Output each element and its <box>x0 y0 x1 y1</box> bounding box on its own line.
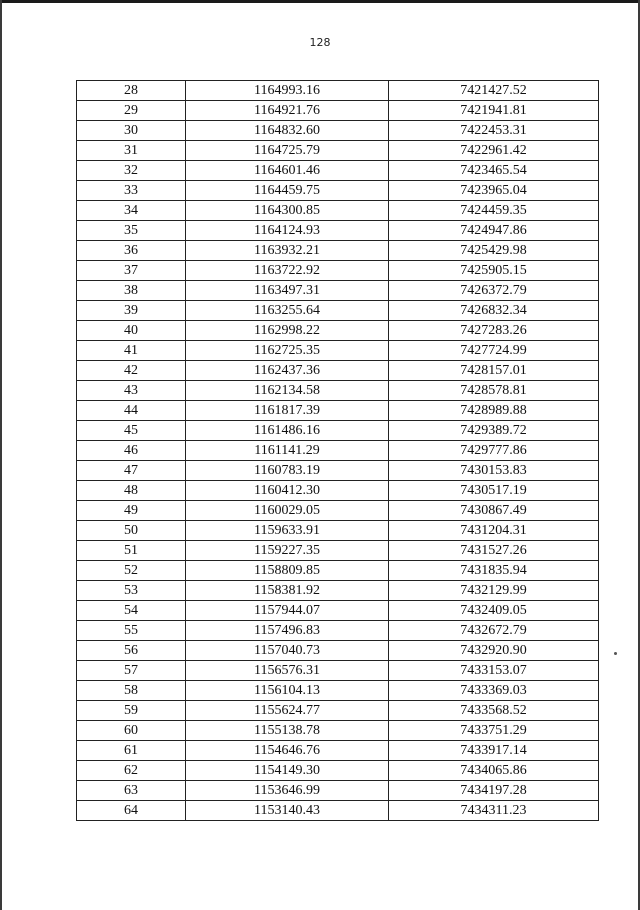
point-number-cell: 53 <box>77 581 186 601</box>
table-row <box>77 741 599 761</box>
y-coordinate-cell: 7423465.54 <box>389 161 599 181</box>
point-number-cell: 48 <box>77 481 186 501</box>
y-coordinate-cell: 7426832.34 <box>389 301 599 321</box>
table-row <box>77 541 599 561</box>
table-row <box>77 181 599 201</box>
table-row <box>77 281 599 301</box>
table-row <box>77 421 599 441</box>
point-number-cell: 57 <box>77 661 186 681</box>
scan-edge-top <box>0 0 640 3</box>
point-number-cell: 46 <box>77 441 186 461</box>
point-number-cell: 61 <box>77 741 186 761</box>
y-coordinate-cell: 7430153.83 <box>389 461 599 481</box>
y-coordinate-cell: 7428157.01 <box>389 361 599 381</box>
y-coordinate-cell: 7430867.49 <box>389 501 599 521</box>
point-number-cell: 51 <box>77 541 186 561</box>
x-coordinate-cell: 1164300.85 <box>186 201 389 221</box>
y-coordinate-cell: 7422961.42 <box>389 141 599 161</box>
table-row <box>77 141 599 161</box>
y-coordinate-cell: 7433751.29 <box>389 721 599 741</box>
y-coordinate-cell: 7429389.72 <box>389 421 599 441</box>
x-coordinate-cell: 1164832.60 <box>186 121 389 141</box>
y-coordinate-cell: 7431527.26 <box>389 541 599 561</box>
y-coordinate-cell: 7421427.52 <box>389 81 599 101</box>
x-coordinate-cell: 1155138.78 <box>186 721 389 741</box>
y-coordinate-cell: 7426372.79 <box>389 281 599 301</box>
table-row <box>77 301 599 321</box>
x-coordinate-cell: 1160412.30 <box>186 481 389 501</box>
y-coordinate-cell: 7434065.86 <box>389 761 599 781</box>
table-row <box>77 621 599 641</box>
point-number-cell: 33 <box>77 181 186 201</box>
table-row <box>77 101 599 121</box>
table-row <box>77 801 599 821</box>
y-coordinate-cell: 7425429.98 <box>389 241 599 261</box>
y-coordinate-cell: 7431204.31 <box>389 521 599 541</box>
x-coordinate-cell: 1154646.76 <box>186 741 389 761</box>
table-row <box>77 161 599 181</box>
y-coordinate-cell: 7434197.28 <box>389 781 599 801</box>
x-coordinate-cell: 1164993.16 <box>186 81 389 101</box>
table-row <box>77 641 599 661</box>
point-number-cell: 34 <box>77 201 186 221</box>
x-coordinate-cell: 1158809.85 <box>186 561 389 581</box>
point-number-cell: 30 <box>77 121 186 141</box>
point-number-cell: 42 <box>77 361 186 381</box>
point-number-cell: 58 <box>77 681 186 701</box>
y-coordinate-cell: 7428989.88 <box>389 401 599 421</box>
y-coordinate-cell: 7431835.94 <box>389 561 599 581</box>
y-coordinate-cell: 7424459.35 <box>389 201 599 221</box>
y-coordinate-cell: 7427283.26 <box>389 321 599 341</box>
table-row <box>77 681 599 701</box>
point-number-cell: 32 <box>77 161 186 181</box>
point-number-cell: 52 <box>77 561 186 581</box>
scan-edge-left <box>0 0 2 910</box>
table-row <box>77 701 599 721</box>
point-number-cell: 64 <box>77 801 186 821</box>
x-coordinate-cell: 1164921.76 <box>186 101 389 121</box>
x-coordinate-cell: 1163497.31 <box>186 281 389 301</box>
y-coordinate-cell: 7432672.79 <box>389 621 599 641</box>
y-coordinate-cell: 7428578.81 <box>389 381 599 401</box>
y-coordinate-cell: 7434311.23 <box>389 801 599 821</box>
point-number-cell: 44 <box>77 401 186 421</box>
y-coordinate-cell: 7421941.81 <box>389 101 599 121</box>
point-number-cell: 31 <box>77 141 186 161</box>
table-row <box>77 221 599 241</box>
x-coordinate-cell: 1160029.05 <box>186 501 389 521</box>
point-number-cell: 49 <box>77 501 186 521</box>
coordinate-table <box>76 80 599 821</box>
y-coordinate-cell: 7424947.86 <box>389 221 599 241</box>
point-number-cell: 29 <box>77 101 186 121</box>
y-coordinate-cell: 7427724.99 <box>389 341 599 361</box>
point-number-cell: 63 <box>77 781 186 801</box>
point-number-cell: 36 <box>77 241 186 261</box>
x-coordinate-cell: 1162437.36 <box>186 361 389 381</box>
table-row <box>77 601 599 621</box>
table-row <box>77 521 599 541</box>
table-row <box>77 241 599 261</box>
table-row <box>77 361 599 381</box>
x-coordinate-cell: 1156576.31 <box>186 661 389 681</box>
x-coordinate-cell: 1164459.75 <box>186 181 389 201</box>
y-coordinate-cell: 7425905.15 <box>389 261 599 281</box>
table-row <box>77 481 599 501</box>
point-number-cell: 60 <box>77 721 186 741</box>
x-coordinate-cell: 1157040.73 <box>186 641 389 661</box>
x-coordinate-cell: 1163722.92 <box>186 261 389 281</box>
table-row <box>77 461 599 481</box>
table-row <box>77 81 599 101</box>
y-coordinate-cell: 7433917.14 <box>389 741 599 761</box>
x-coordinate-cell: 1164725.79 <box>186 141 389 161</box>
x-coordinate-cell: 1161141.29 <box>186 441 389 461</box>
point-number-cell: 47 <box>77 461 186 481</box>
y-coordinate-cell: 7433568.52 <box>389 701 599 721</box>
x-coordinate-cell: 1159227.35 <box>186 541 389 561</box>
x-coordinate-cell: 1162998.22 <box>186 321 389 341</box>
table-row <box>77 761 599 781</box>
point-number-cell: 50 <box>77 521 186 541</box>
y-coordinate-cell: 7422453.31 <box>389 121 599 141</box>
x-coordinate-cell: 1161817.39 <box>186 401 389 421</box>
x-coordinate-cell: 1154149.30 <box>186 761 389 781</box>
table-row <box>77 401 599 421</box>
x-coordinate-cell: 1153646.99 <box>186 781 389 801</box>
y-coordinate-cell: 7432920.90 <box>389 641 599 661</box>
x-coordinate-cell: 1161486.16 <box>186 421 389 441</box>
table-row <box>77 581 599 601</box>
table-row <box>77 781 599 801</box>
x-coordinate-cell: 1164124.93 <box>186 221 389 241</box>
y-coordinate-cell: 7432409.05 <box>389 601 599 621</box>
x-coordinate-cell: 1163932.21 <box>186 241 389 261</box>
scan-speck <box>614 652 617 655</box>
y-coordinate-cell: 7429777.86 <box>389 441 599 461</box>
table-row <box>77 661 599 681</box>
point-number-cell: 55 <box>77 621 186 641</box>
x-coordinate-cell: 1162134.58 <box>186 381 389 401</box>
x-coordinate-cell: 1162725.35 <box>186 341 389 361</box>
point-number-cell: 43 <box>77 381 186 401</box>
coordinate-table-body <box>77 81 599 821</box>
point-number-cell: 28 <box>77 81 186 101</box>
table-row <box>77 381 599 401</box>
point-number-cell: 56 <box>77 641 186 661</box>
point-number-cell: 35 <box>77 221 186 241</box>
x-coordinate-cell: 1153140.43 <box>186 801 389 821</box>
point-number-cell: 39 <box>77 301 186 321</box>
point-number-cell: 40 <box>77 321 186 341</box>
table-row <box>77 721 599 741</box>
x-coordinate-cell: 1155624.77 <box>186 701 389 721</box>
point-number-cell: 38 <box>77 281 186 301</box>
x-coordinate-cell: 1159633.91 <box>186 521 389 541</box>
y-coordinate-cell: 7432129.99 <box>389 581 599 601</box>
table-row <box>77 261 599 281</box>
point-number-cell: 45 <box>77 421 186 441</box>
x-coordinate-cell: 1157944.07 <box>186 601 389 621</box>
y-coordinate-cell: 7433153.07 <box>389 661 599 681</box>
y-coordinate-cell: 7430517.19 <box>389 481 599 501</box>
x-coordinate-cell: 1160783.19 <box>186 461 389 481</box>
table-row <box>77 121 599 141</box>
point-number-cell: 41 <box>77 341 186 361</box>
table-row <box>77 441 599 461</box>
y-coordinate-cell: 7423965.04 <box>389 181 599 201</box>
table-row <box>77 341 599 361</box>
point-number-cell: 62 <box>77 761 186 781</box>
y-coordinate-cell: 7433369.03 <box>389 681 599 701</box>
x-coordinate-cell: 1164601.46 <box>186 161 389 181</box>
x-coordinate-cell: 1156104.13 <box>186 681 389 701</box>
point-number-cell: 37 <box>77 261 186 281</box>
point-number-cell: 54 <box>77 601 186 621</box>
x-coordinate-cell: 1157496.83 <box>186 621 389 641</box>
x-coordinate-cell: 1158381.92 <box>186 581 389 601</box>
point-number-cell: 59 <box>77 701 186 721</box>
table-row <box>77 561 599 581</box>
table-row <box>77 501 599 521</box>
x-coordinate-cell: 1163255.64 <box>186 301 389 321</box>
table-row <box>77 201 599 221</box>
page-number: 128 <box>309 36 331 49</box>
table-row <box>77 321 599 341</box>
